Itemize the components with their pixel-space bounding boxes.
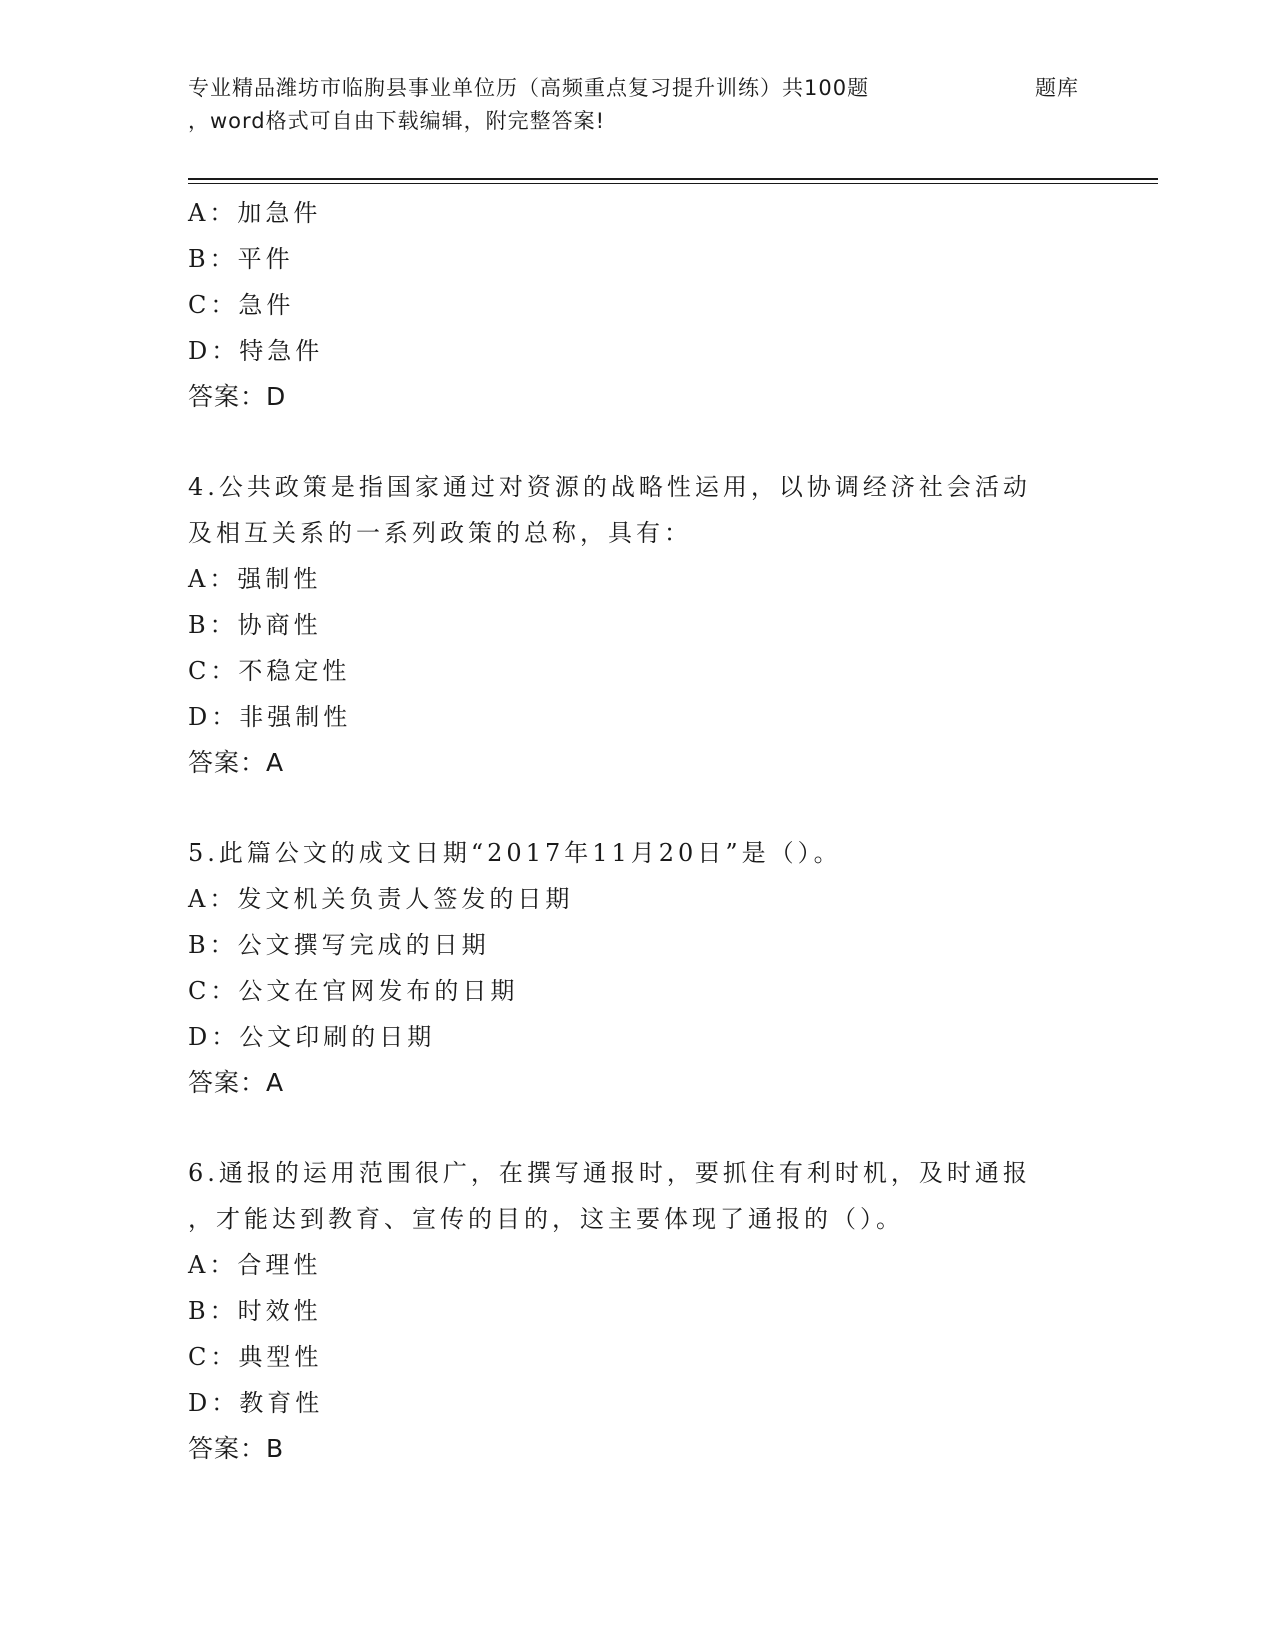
question-3-option-c: C：急件 (188, 291, 295, 319)
question-4-option-a: A：强制性 (188, 565, 322, 593)
question-4-answer: 答案：A (188, 748, 285, 777)
question-3-block (188, 190, 1148, 420)
question-6-option-d: D：教育性 (188, 1389, 324, 1417)
header-divider-thick (188, 178, 1158, 180)
question-4-block (188, 464, 1148, 786)
question-4-option-b: B：协商性 (188, 611, 322, 639)
header-tag: 题库 (1035, 76, 1079, 100)
spacer (188, 420, 1148, 464)
question-3-option-b: B：平件 (188, 245, 294, 273)
question-4-stem-line-1: 4.公共政策是指国家通过对资源的战略性运用，以协调经济社会活动 (188, 473, 1031, 501)
question-6-option-b: B：时效性 (188, 1297, 322, 1325)
question-4-option-c: C：不稳定性 (188, 657, 351, 685)
question-5-option-c: C：公文在官网发布的日期 (188, 977, 519, 1005)
question-5-stem-line-1: 5.此篇公文的成文日期“2017年11月20日”是（）。 (188, 839, 842, 867)
question-4-option-d: D：非强制性 (188, 703, 352, 731)
document-header (188, 72, 1088, 138)
header-title-line-1: 专业精品潍坊市临朐县事业单位历（高频重点复习提升训练）共100题 (188, 76, 870, 100)
question-6-option-c: C：典型性 (188, 1343, 323, 1371)
question-3-answer: 答案：D (188, 382, 287, 411)
question-6-answer: 答案：B (188, 1434, 285, 1463)
spacer (188, 1106, 1148, 1150)
header-title-line-2: ，word格式可自由下载编辑，附完整答案! (188, 109, 606, 133)
question-5-option-d: D：公文印刷的日期 (188, 1023, 436, 1051)
question-5-answer: 答案：A (188, 1068, 285, 1097)
question-3-option-a: A：加急件 (188, 199, 322, 227)
header-divider-thin (188, 183, 1158, 184)
question-5-option-a: A：发文机关负责人签发的日期 (188, 885, 574, 913)
question-6-stem-line-2: ，才能达到教育、宣传的目的，这主要体现了通报的（）。 (188, 1205, 904, 1233)
spacer (188, 786, 1148, 830)
question-4-stem-line-2: 及相互关系的一系列政策的总称，具有： (188, 519, 692, 547)
question-list (188, 190, 1148, 1472)
question-6-block (188, 1150, 1148, 1472)
question-5-block (188, 830, 1148, 1106)
question-6-stem-line-1: 6.通报的运用范围很广，在撰写通报时，要抓住有利时机，及时通报 (188, 1159, 1031, 1187)
question-5-option-b: B：公文撰写完成的日期 (188, 931, 490, 959)
question-3-option-d: D：特急件 (188, 337, 324, 365)
question-6-option-a: A：合理性 (188, 1251, 322, 1279)
